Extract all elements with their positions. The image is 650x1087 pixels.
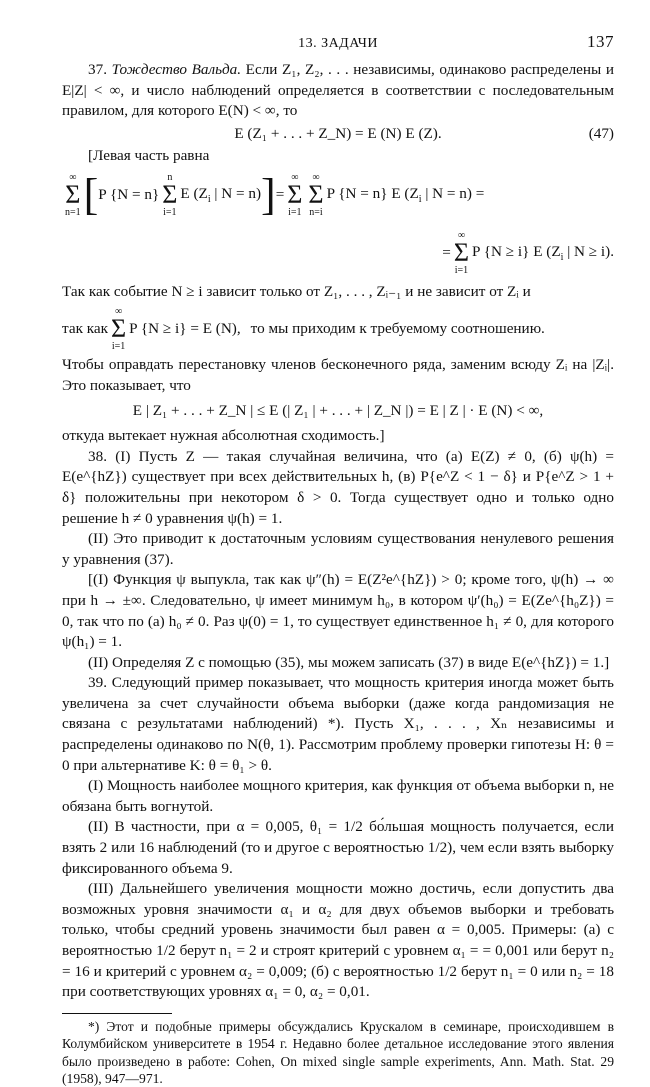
left-bracket: [ — [83, 170, 99, 220]
event-text: Так как событие N ≥ i зависит только от Z₁, . . . , Zᵢ₋₁ и не зависит от Zᵢ и — [62, 283, 531, 301]
sum-term: P {N ≥ i} E ($Z_i$ | N ≥ i). — [472, 243, 614, 264]
sum-symbol: ∞ Σ n=1 — [65, 172, 81, 219]
sum-symbol: ∞ Σ i=1 — [453, 230, 470, 277]
running-header — [62, 30, 614, 56]
page-number: 137 — [587, 32, 614, 51]
problem-title: Тождество Вальда. — [111, 61, 242, 78]
equation-47 — [62, 122, 614, 146]
sum-expression: P {N ≥ i} = E (N), — [129, 319, 241, 337]
footnote-divider — [62, 1013, 172, 1014]
sum-symbol: ∞ Σ n=i — [308, 172, 324, 219]
sum-term: P {N = n} E ($Z_i$ | N = n) = — [326, 185, 485, 206]
conclusion-text: то мы приходим к требуемому соотношению. — [250, 319, 545, 337]
chapter-title: 13. ЗАДАЧИ — [298, 36, 378, 51]
sum-equation-line-1: ∞ Σ n=1 [ P {N = n} n Σ i=1 E ($Z_i$ | N = n) ] = ∞ Σ i=1 ∞ Σ n=i P {N = n} E ($Z_i$ | N = n) = — [65, 170, 485, 220]
problem-text: Если Z₁, Z₂, . . . независимы, одинаково распределены и E|Z| < ∞, и число наблюдений определяется в соответствии с последовательным правилом, для которого E(N) < ∞, то — [62, 61, 614, 120]
so-as-text: так как — [62, 319, 109, 337]
sum-symbol: ∞ Σ i=1 — [287, 172, 303, 219]
problem-39-intro: 39. Следующий пример показывает, что мощность критерия иногда может быть увеличена за счет случайности объема выборки (даже когда рандомизация не связана с результатами наблюдений) *). Пусть X₁, . . . , Xₙ независимы и распределены одинаково по N(θ, 1). Рассмотрим проблему проверки гипотезы H: θ = 0 при альтернативе K: θ = θ₁ > θ. — [62, 674, 614, 774]
left-part-label: [Левая часть равна — [88, 146, 210, 164]
right-bracket: ] — [261, 170, 276, 220]
sum-term: P {N = n} — [98, 186, 160, 204]
equation-number: (47) — [588, 124, 614, 142]
problem-39-part-1: (I) Мощность наиболее мощного критерия, как функция от объема выборки n, не обязана быть вогнутой. — [62, 777, 614, 815]
justify-text: Чтобы оправдать перестановку членов бесконечного ряда, заменим всюду Zᵢ на |Zᵢ|. Это показывает, что — [62, 355, 614, 394]
problem-38-hint-1: [(I) Функция ψ выпукла, так как ψ″(h) = E(Z²e^{hZ}) > 0; кроме того, ψ(h) → ∞ при h → ±∞. Следовательно, ψ имеет минимум h₀, в котором ψ′(h₀) = E(Ze^{h₀Z}) = 0, так что по (а) h₀ ≠ 0. Раз ψ(0) = 1, то существует единственное h₁ ≠ 0, для которого ψ(h₁) = 1. — [62, 571, 614, 651]
problem-39-part-2: (II) В частности, при α = 0,005, θ₁ = 1/2 бо́льшая мощность получается, если взять 2 или 16 наблюдений (то и другое с вероятностью 1/2), чем если взять выборку фиксированного объема 9. — [62, 818, 614, 877]
sum-symbol: n Σ i=1 — [162, 172, 178, 219]
inequality-line: E | Z₁ + . . . + Z_N | ≤ E (| Z₁ | + . . . + | Z_N |) = E | Z | · E (N) < ∞, — [132, 402, 544, 420]
sum-term: E ($Z_i$ | N = n) — [180, 185, 262, 206]
problem-38-part-2: (II) Это приводит к достаточным условиям существования ненулевого решения у уравнения (37). — [62, 530, 614, 568]
problem-39-part-3: (III) Дальнейшего увеличения мощности можно достичь, если допустить два возможных уровня значимости α₁ и α₂ для двух объемов выборки и требовать только, чтобы средний уровень значимости был равен α = 0,005. Примеры: (а) с вероятностью 1/2 берут n₁ = 2 и строят критерий с уровнем α₁ = = 0,001 или берут n₂ = 16 и критерий с уровнем α₂ = 0,009; (б) с вероятностью 1/2 берут n₁ = 0 или n₂ = 18 при соответствующих уровнях α₁ = 0, α₂ = 0,01. — [62, 880, 614, 1001]
footnote: *) Этот и подобные примеры обсуждались Крускалом в семинаре, происходившем в Колумбийском университете в 1954 г. Недавно более детальное исследование этого явления было произведено в работе: Cohen, On mixed single sample experiments, Ann. Math. Stat. 29 (1958), 947—971. — [62, 1018, 614, 1086]
problem-number: 37. — [88, 61, 112, 78]
problem-38-part-1: 38. (I) Пусть Z — такая случайная величина, что (а) E(Z) ≠ 0, (б) ψ(h) = E(e^{hZ}) существует при всех действительных h, (в) P{e^Z < 1 − δ} и P{e^Z > 1 + δ} положительны при некотором δ > 0. Тогда существует одно и только одно решение h ≠ 0 уравнения ψ(h) = 1. — [62, 447, 614, 527]
page — [62, 30, 614, 1087]
sum-inline-line — [62, 303, 614, 355]
sum-equation-line-2: = ∞ Σ i=1 P {N ≥ i} E ($Z_i$ | N ≥ i). — [442, 230, 614, 277]
problem-37-statement — [62, 60, 614, 122]
sum-symbol: ∞ Σ i=1 — [111, 305, 127, 352]
conclusion-line: откуда вытекает нужная абсолютная сходимость.] — [62, 427, 385, 445]
equation-body: E (Z₁ + . . . + Z_N) = E (N) E (Z). — [234, 124, 442, 142]
problem-38-hint-2: (II) Определяя Z с помощью (35), мы можем записать (37) в виде E(e^{hZ}) = 1.] — [88, 653, 610, 671]
